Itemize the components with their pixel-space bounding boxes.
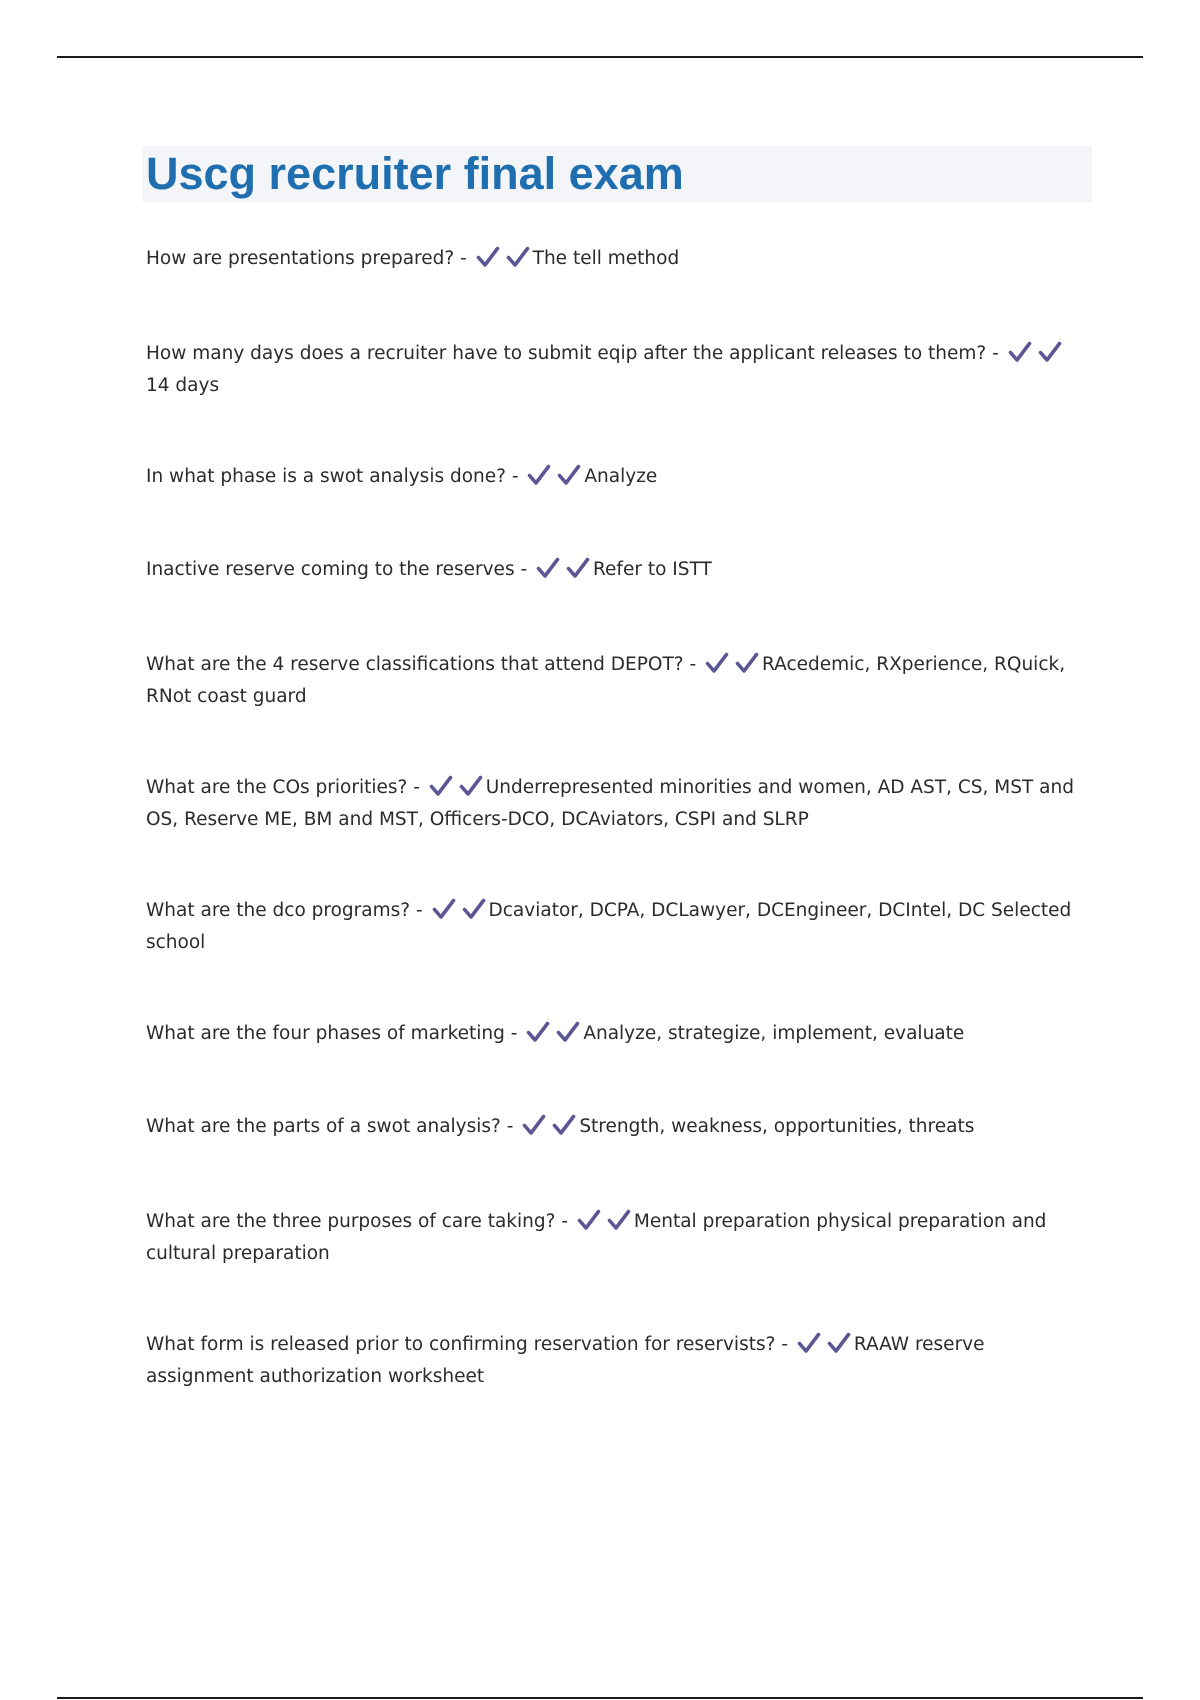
answer-text: Mental preparation physical preparation and cultural preparation (146, 1211, 1047, 1264)
separator: - (407, 777, 426, 798)
check-icons (526, 1021, 580, 1052)
check-icon (506, 246, 530, 268)
answer-text: RAAW reserve assignment authorization worksheet (146, 1334, 985, 1387)
check-icons (797, 1332, 851, 1363)
question-text: In what phase is a swot analysis done? (146, 466, 506, 487)
check-icon (735, 652, 759, 674)
check-icon (577, 1209, 601, 1231)
answer-text: RAcedemic, RXperience, RQuick, RNot coast guard (146, 654, 1066, 707)
qa-item (146, 651, 1086, 711)
question-text: What are the three purposes of care taking? (146, 1211, 556, 1232)
answer-text: Underrepresented minorities and women, AD AST, CS, MST and OS, Reserve ME, BM and MST, Officers-DCO, DCAviators, CSPI and SLRP (146, 777, 1074, 830)
qa-item (146, 1331, 1086, 1391)
check-icon (476, 246, 500, 268)
check-icon (432, 898, 456, 920)
question-text: Inactive reserve coming to the reserves (146, 559, 515, 580)
answer-text: The tell method (532, 248, 680, 269)
answer-text: Analyze, strategize, implement, evaluate (583, 1023, 965, 1044)
check-icon (705, 652, 729, 674)
check-icon (552, 1114, 576, 1136)
separator: - (505, 466, 525, 487)
question-text: What are the 4 reserve classifications that attend DEPOT? (146, 654, 684, 675)
check-icon (527, 464, 551, 486)
check-icon (557, 464, 581, 486)
qa-item (146, 340, 1086, 400)
check-icon (462, 898, 486, 920)
check-icons (522, 1114, 576, 1145)
question-text: What are the COs priorities? (146, 777, 408, 798)
qa-item (146, 774, 1086, 834)
separator: - (454, 248, 473, 269)
check-icon (1008, 341, 1032, 363)
check-icons (536, 557, 590, 588)
check-icon (522, 1114, 546, 1136)
separator: - (514, 559, 534, 580)
check-icons (1008, 341, 1062, 372)
separator: - (504, 1023, 524, 1044)
qa-item (146, 897, 1086, 957)
qa-item (146, 1208, 1086, 1268)
check-icons (432, 898, 486, 929)
separator: - (775, 1334, 794, 1355)
question-text: What are the four phases of marketing (146, 1023, 505, 1044)
question-text: What are the parts of a swot analysis? (146, 1116, 501, 1137)
check-icons (429, 775, 483, 806)
footer-rule (57, 1697, 1143, 1699)
separator: - (410, 900, 429, 921)
question-text: How many days does a recruiter have to submit eqip after the applicant releases to them? (146, 343, 987, 364)
check-icons (705, 652, 759, 683)
check-icon (429, 775, 453, 797)
separator: - (986, 343, 1005, 364)
check-icon (827, 1332, 851, 1354)
document-title: Uscg recruiter final exam (146, 148, 684, 199)
question-text: How are presentations prepared? (146, 248, 455, 269)
check-icon (607, 1209, 631, 1231)
check-icon (526, 1021, 550, 1043)
qa-item (146, 1113, 1086, 1145)
check-icon (797, 1332, 821, 1354)
check-icon (536, 557, 560, 579)
qa-item (146, 463, 1086, 495)
answer-text: Refer to ISTT (593, 559, 712, 580)
check-icons (577, 1209, 631, 1240)
question-text: What are the dco programs? (146, 900, 411, 921)
answer-text: Analyze (584, 466, 658, 487)
separator: - (500, 1116, 520, 1137)
answer-text: Dcaviator, DCPA, DCLawyer, DCEngineer, DCIntel, DC Selected school (146, 900, 1072, 953)
question-text: What form is released prior to confirming reservation for reservists? (146, 1334, 776, 1355)
check-icon (1038, 341, 1062, 363)
check-icons (527, 464, 581, 495)
check-icon (566, 557, 590, 579)
qa-item (146, 245, 1086, 277)
qa-item (146, 1020, 1086, 1052)
check-icon (459, 775, 483, 797)
answer-text: Strength, weakness, opportunities, threats (579, 1116, 975, 1137)
header-rule (57, 56, 1143, 58)
check-icons (476, 246, 530, 277)
separator: - (683, 654, 703, 675)
answer-text: 14 days (146, 375, 220, 396)
check-icon (556, 1021, 580, 1043)
qa-item (146, 556, 1086, 588)
separator: - (555, 1211, 574, 1232)
